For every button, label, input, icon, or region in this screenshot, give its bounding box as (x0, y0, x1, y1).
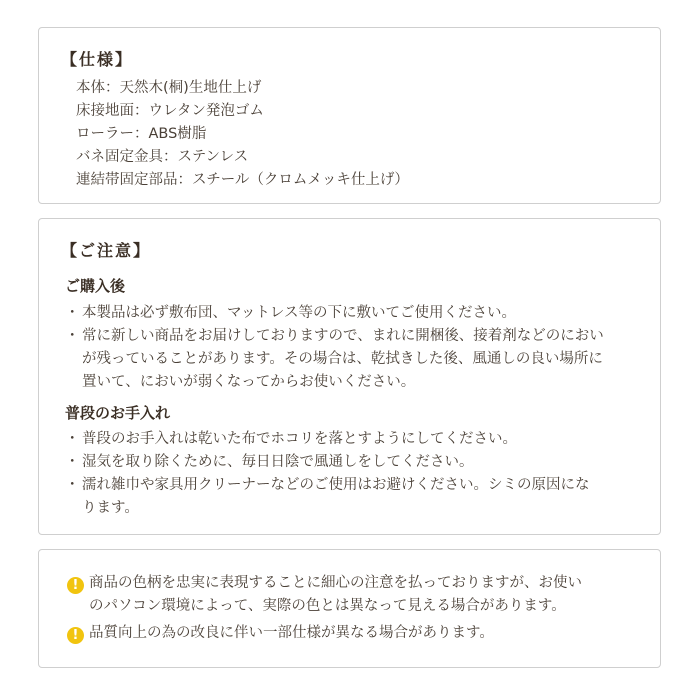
spec-line: 床接地面：ウレタン発泡ゴム (76, 103, 264, 119)
note-text: 品質向上の為の改良に伴い一部仕様が異なる場合があります。 (89, 625, 494, 641)
spec-line: ローラー：ABS樹脂 (76, 126, 207, 142)
daily-care-subheading: 普段のお手入れ (65, 404, 171, 422)
caution-text: ります。 (82, 500, 139, 516)
spec-line: バネ固定金具：ステンレス (76, 149, 249, 165)
note-text: 商品の色柄を忠実に表現することに細心の注意を払っておりますが、お使い (89, 575, 582, 591)
warning-icon: ! (67, 577, 84, 594)
warning-icon: ! (67, 627, 84, 644)
note-text: のパソコン環境によって、実際の色とは異なって見える場合があります。 (89, 598, 566, 614)
caution-text: 本製品は必ず敷布団、マットレス等の下に敷いてご使用ください。 (82, 305, 516, 321)
notes-card (38, 549, 661, 668)
caution-text: 普段のお手入れは乾いた布でホコリを落とすようにしてください。 (82, 431, 517, 447)
after-purchase-subheading: ご購入後 (65, 277, 126, 295)
bullet-mark: ・ (65, 454, 80, 470)
bullet-mark: ・ (65, 477, 80, 493)
spec-line: 本体：天然木(桐)生地仕上げ (76, 80, 262, 96)
caution-heading: 【ご注意】 (61, 241, 152, 260)
bullet-mark: ・ (65, 431, 80, 447)
caution-text: 常に新しい商品をお届けしておりますので、まれに開梱後、接着剤などのにおい (82, 328, 604, 344)
spec-line: 連結帯固定部品：スチール（クロムメッキ仕上げ） (76, 172, 409, 188)
spec-heading: 【仕様】 (61, 50, 134, 69)
spec-card (38, 27, 661, 204)
bullet-mark: ・ (65, 328, 80, 344)
caution-text: 湿気を取り除くために、毎日日陰で風通しをしてください。 (82, 454, 474, 470)
caution-text: 濡れ雑巾や家具用クリーナーなどのご使用はお避けください。シミの原因にな (82, 477, 590, 493)
caution-text: が残っていることがあります。その場合は、乾拭きした後、風通しの良い場所に (82, 351, 603, 367)
caution-card (38, 218, 661, 535)
bullet-mark: ・ (65, 305, 80, 321)
caution-text: 置いて、においが弱くなってからお使いください。 (82, 374, 416, 390)
